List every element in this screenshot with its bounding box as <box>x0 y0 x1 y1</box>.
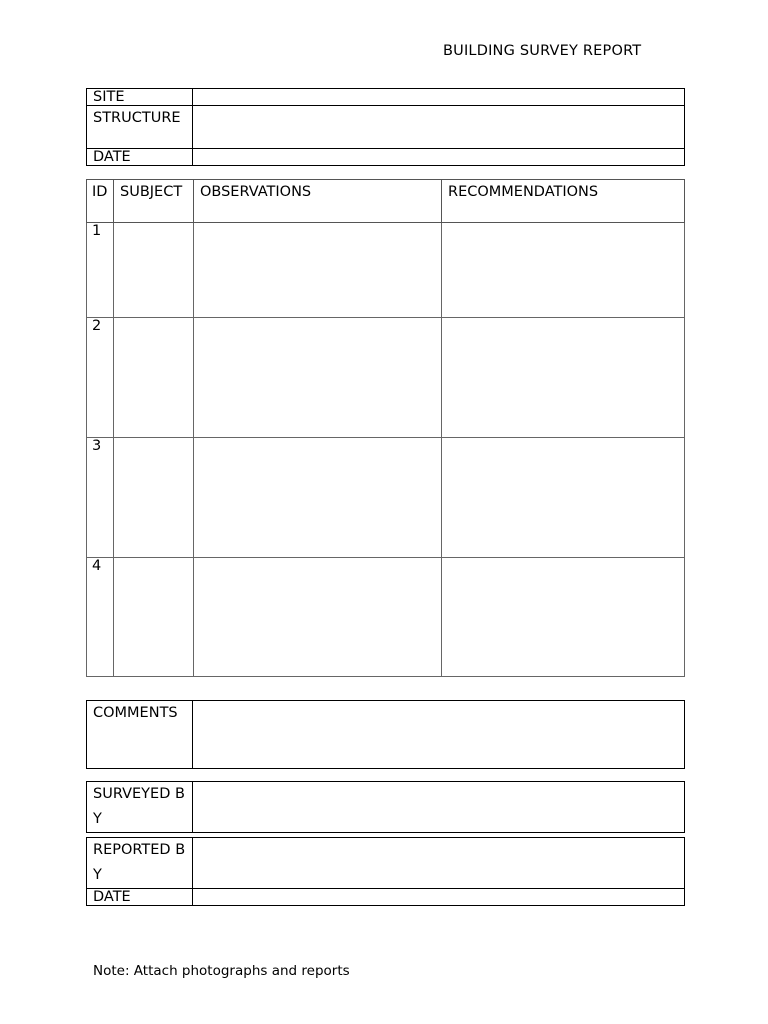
observations-cell[interactable] <box>194 223 442 318</box>
date-field[interactable] <box>193 149 685 166</box>
comments-label: COMMENTS <box>87 701 193 769</box>
site-label: SITE <box>87 89 193 106</box>
subject-cell[interactable] <box>114 318 194 438</box>
header-id: ID <box>87 180 114 223</box>
reported-by-table <box>86 837 685 906</box>
comments-field[interactable] <box>193 701 685 769</box>
structure-field[interactable] <box>193 106 685 149</box>
header-subject: SUBJECT <box>114 180 194 223</box>
row-id: 2 <box>87 318 114 438</box>
subject-cell[interactable] <box>114 438 194 558</box>
row-id: 1 <box>87 223 114 318</box>
comments-table <box>86 700 685 769</box>
attachment-note: Note: Attach photographs and reports <box>93 963 350 979</box>
observations-cell[interactable] <box>194 318 442 438</box>
date-label: DATE <box>87 149 193 166</box>
report-date-field[interactable] <box>193 889 685 906</box>
subject-cell[interactable] <box>114 223 194 318</box>
header-observations: OBSERVATIONS <box>194 180 442 223</box>
site-field[interactable] <box>193 89 685 106</box>
recommendations-cell[interactable] <box>442 558 685 677</box>
row-id: 3 <box>87 438 114 558</box>
surveyed-by-label: SURVEYED BY <box>87 782 193 833</box>
report-title: BUILDING SURVEY REPORT <box>443 43 642 59</box>
table-row <box>87 223 685 318</box>
header-table <box>86 88 685 166</box>
observations-cell[interactable] <box>194 438 442 558</box>
recommendations-cell[interactable] <box>442 223 685 318</box>
table-row <box>87 438 685 558</box>
survey-table <box>86 179 685 677</box>
surveyed-by-table <box>86 781 685 833</box>
row-id: 4 <box>87 558 114 677</box>
surveyed-by-field[interactable] <box>193 782 685 833</box>
report-date-label: DATE <box>87 889 193 906</box>
header-recommendations: RECOMMENDATIONS <box>442 180 685 223</box>
reported-by-field[interactable] <box>193 838 685 889</box>
observations-cell[interactable] <box>194 558 442 677</box>
survey-table-header <box>87 180 685 223</box>
subject-cell[interactable] <box>114 558 194 677</box>
structure-label: STRUCTURE <box>87 106 193 149</box>
table-row <box>87 558 685 677</box>
recommendations-cell[interactable] <box>442 318 685 438</box>
reported-by-label: REPORTED BY <box>87 838 193 889</box>
table-row <box>87 318 685 438</box>
recommendations-cell[interactable] <box>442 438 685 558</box>
